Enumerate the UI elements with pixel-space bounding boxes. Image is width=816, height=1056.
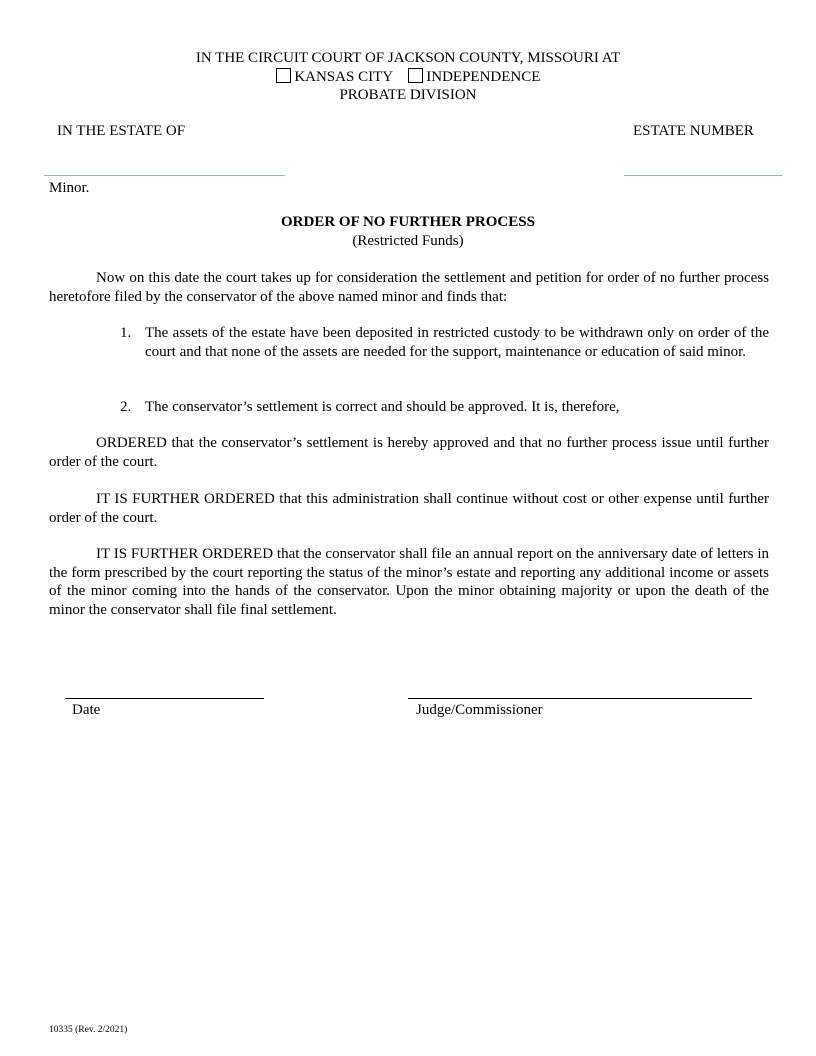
estate-number-field[interactable]	[624, 155, 782, 173]
form-number: 10335 (Rev. 2/2021)	[49, 1025, 128, 1035]
finding-item	[120, 324, 769, 361]
finding-text: The conservator’s settlement is correct and should be approved. It is, therefore,	[145, 399, 620, 415]
estate-number-underline	[624, 175, 782, 176]
estate-of-label: IN THE ESTATE OF	[57, 123, 186, 139]
kansas-city-checkbox[interactable]	[276, 68, 291, 83]
judge-signature-line	[408, 698, 752, 699]
court-heading: IN THE CIRCUIT COURT OF JACKSON COUNTY, MISSOURI AT	[195, 50, 621, 66]
page-title: ORDER OF NO FURTHER PROCESS	[281, 214, 535, 230]
ordered-paragraph-2: IT IS FURTHER ORDERED that this administration shall continue without cost or other expense until further order of the court.	[49, 491, 769, 526]
intro-paragraph: Now on this date the court takes up for consideration the settlement and petition for order of no further process heretofore filed by the conservator of the above named minor and finds that:	[49, 270, 769, 305]
finding-item	[120, 398, 769, 417]
date-signature-line	[65, 698, 264, 699]
location-options	[0, 68, 816, 86]
division-heading: PROBATE DIVISION	[339, 87, 477, 103]
ordered-paragraph-3: IT IS FURTHER ORDERED that the conservator shall file an annual report on the anniversary date of letters in the form prescribed by the court reporting the status of the minor’s estate and reporting any additional income or assets of the minor coming into the hands of the conservator. Upon the minor obtaining majority or upon the death of the minor the conservator shall file final settlement.	[49, 546, 769, 618]
estate-name-underline	[44, 175, 285, 176]
minor-label: Minor.	[49, 180, 90, 196]
ordered-paragraph-1: ORDERED that the conservator’s settlement is hereby approved and that no further process issue until further order of the court.	[49, 435, 769, 470]
finding-number: 1.	[120, 325, 132, 341]
date-field[interactable]	[65, 678, 264, 696]
date-label: Date	[72, 702, 101, 718]
judge-label: Judge/Commissioner	[416, 702, 543, 718]
kansas-city-label: KANSAS CITY	[294, 69, 393, 85]
finding-text: The assets of the estate have been deposited in restricted custody to be withdrawn only on order of the court and that none of the assets are needed for the support, maintenance or education of said minor.	[145, 325, 769, 360]
page-subtitle: (Restricted Funds)	[352, 233, 464, 249]
independence-label: INDEPENDENCE	[426, 69, 541, 85]
independence-checkbox[interactable]	[408, 68, 423, 83]
finding-number: 2.	[120, 399, 132, 415]
estate-name-field[interactable]	[44, 155, 285, 173]
estate-number-label: ESTATE NUMBER	[633, 123, 754, 139]
judge-signature-field[interactable]	[408, 678, 752, 696]
